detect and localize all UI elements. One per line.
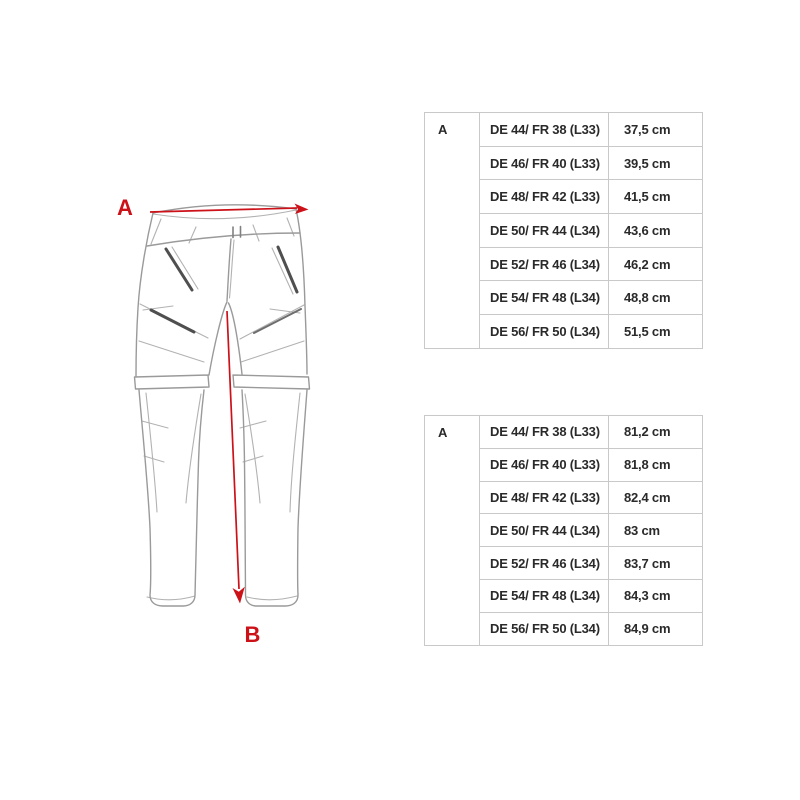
value-cell: 84,3 cm bbox=[609, 579, 703, 612]
size-cell: DE 44/ FR 38 (L33) bbox=[480, 113, 609, 147]
value-cell: 46,2 cm bbox=[609, 247, 703, 281]
size-cell: DE 52/ FR 46 (L34) bbox=[480, 247, 609, 281]
size-cell: DE 52/ FR 46 (L34) bbox=[480, 547, 609, 580]
size-row bbox=[425, 113, 703, 147]
value-cell: 39,5 cm bbox=[609, 146, 703, 180]
size-row bbox=[425, 416, 703, 449]
size-cell: DE 56/ FR 50 (L34) bbox=[480, 612, 609, 645]
value-cell: 43,6 cm bbox=[609, 214, 703, 248]
value-cell: 81,2 cm bbox=[609, 416, 703, 449]
right-thigh-seam bbox=[254, 309, 301, 333]
measure-b-label: B bbox=[244, 622, 261, 647]
size-cell: DE 54/ FR 48 (L34) bbox=[480, 579, 609, 612]
zipper-marks bbox=[151, 247, 297, 332]
size-cell: DE 50/ FR 44 (L34) bbox=[480, 514, 609, 547]
size-cell: DE 48/ FR 42 (L33) bbox=[480, 481, 609, 514]
pants-detail-seams bbox=[139, 210, 304, 600]
size-cell: DE 46/ FR 40 (L33) bbox=[480, 448, 609, 481]
size-cell: DE 56/ FR 50 (L34) bbox=[480, 315, 609, 349]
arrow-b bbox=[227, 311, 245, 604]
size-cell: DE 44/ FR 38 (L33) bbox=[480, 416, 609, 449]
size-cell: DE 50/ FR 44 (L34) bbox=[480, 214, 609, 248]
value-cell: 48,8 cm bbox=[609, 281, 703, 315]
size-cell: DE 46/ FR 40 (L33) bbox=[480, 146, 609, 180]
value-cell: 83,7 cm bbox=[609, 547, 703, 580]
size-cell: DE 48/ FR 42 (L33) bbox=[480, 180, 609, 214]
pants-outline bbox=[135, 205, 310, 606]
size-table-length bbox=[424, 415, 703, 646]
value-cell: 37,5 cm bbox=[609, 113, 703, 147]
value-cell: 81,8 cm bbox=[609, 448, 703, 481]
value-cell: 84,9 cm bbox=[609, 612, 703, 645]
size-table-waist bbox=[424, 112, 703, 349]
value-cell: 41,5 cm bbox=[609, 180, 703, 214]
pants-diagram bbox=[0, 150, 400, 670]
value-cell: 51,5 cm bbox=[609, 315, 703, 349]
measure-label-cell: A bbox=[438, 425, 448, 440]
size-cell: DE 54/ FR 48 (L34) bbox=[480, 281, 609, 315]
measure-a-label: A bbox=[117, 195, 133, 220]
measure-label-cell: A bbox=[438, 122, 448, 137]
value-cell: 82,4 cm bbox=[609, 481, 703, 514]
value-cell: 83 cm bbox=[609, 514, 703, 547]
